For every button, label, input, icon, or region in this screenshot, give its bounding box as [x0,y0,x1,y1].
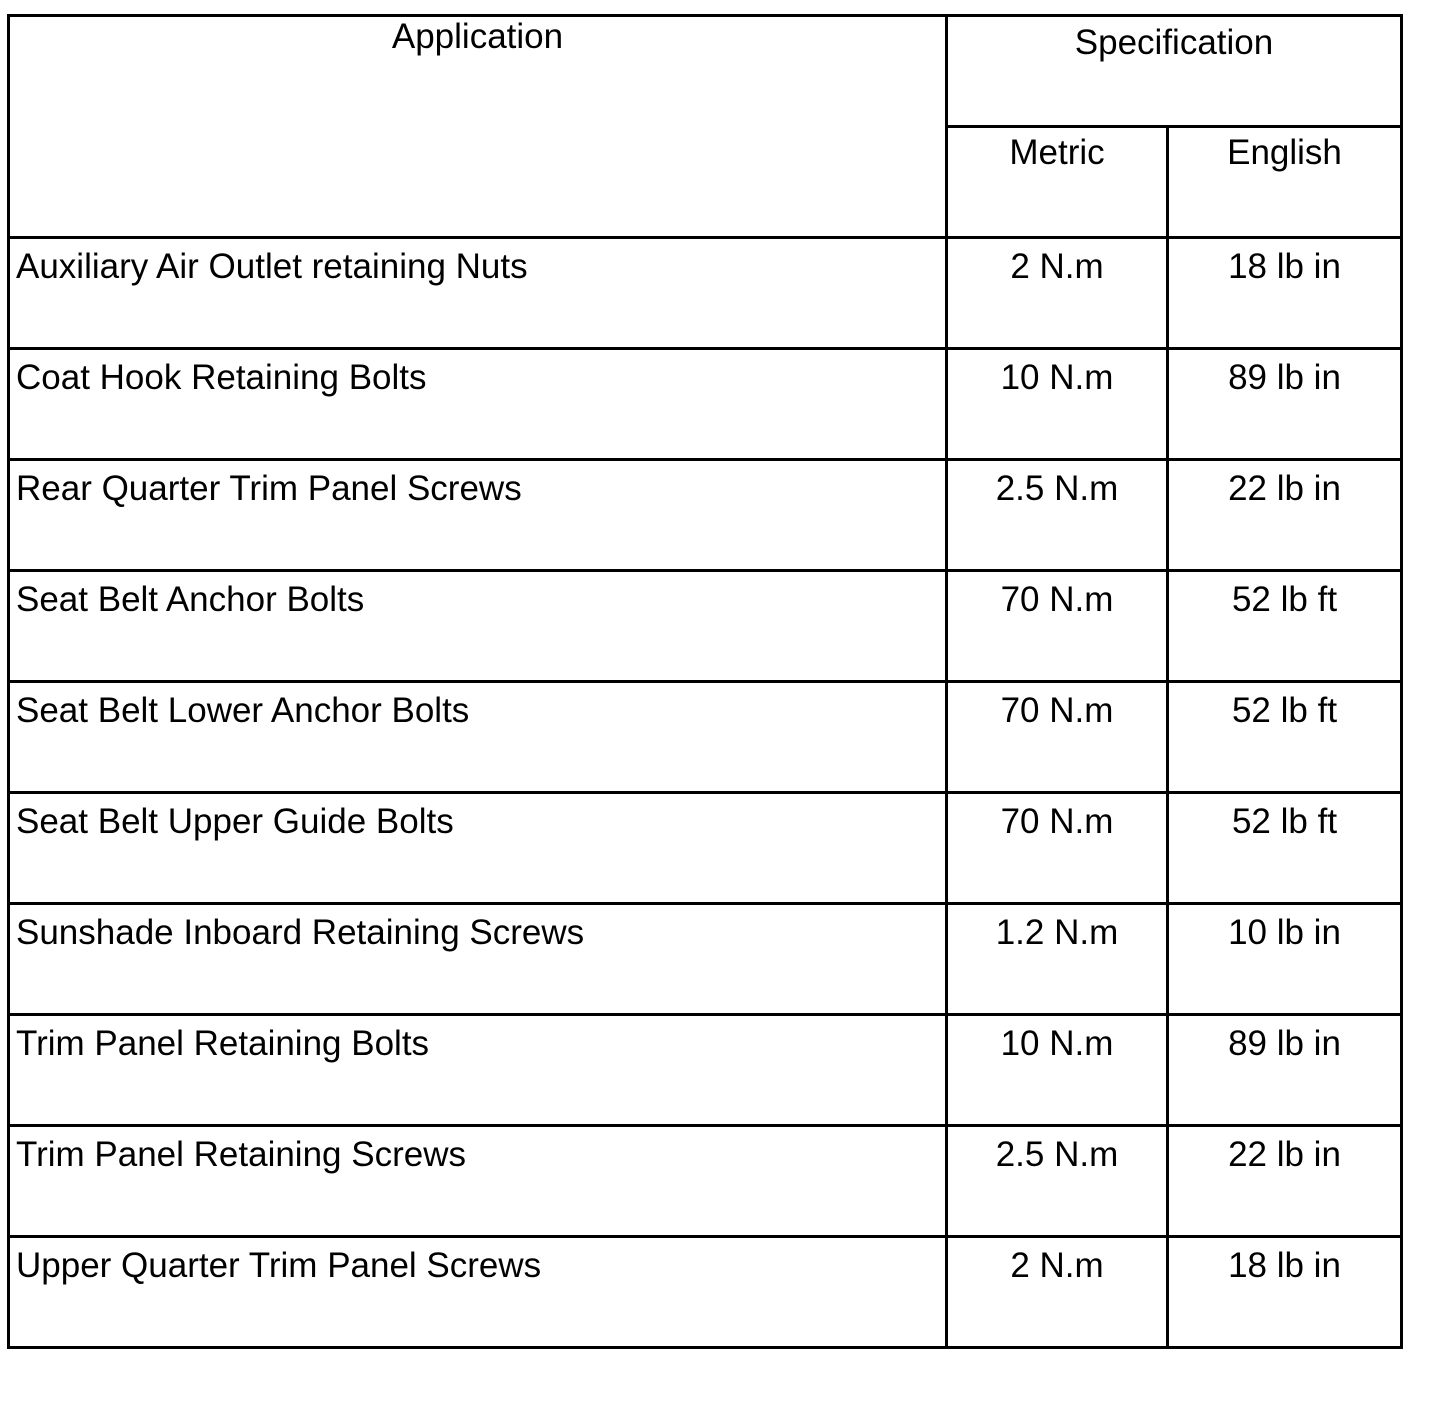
english-cell [1168,238,1402,349]
metric-value: 10 N.m [1000,358,1114,397]
english-cell [1168,1237,1402,1348]
specification-header-label: Specification [1074,23,1274,62]
table-row [9,238,1402,349]
metric-cell [947,1126,1168,1237]
table-row [9,1015,1402,1126]
english-cell [1168,682,1402,793]
metric-cell [947,793,1168,904]
metric-cell [947,904,1168,1015]
application-cell [9,349,947,460]
application-cell [9,682,947,793]
metric-value: 2 N.m [1010,1246,1104,1285]
metric-cell [947,349,1168,460]
english-header-label: English [1227,133,1342,172]
application-text: Auxiliary Air Outlet retaining Nuts [16,247,528,286]
english-cell [1168,904,1402,1015]
application-text: Coat Hook Retaining Bolts [16,358,427,397]
table-row [9,793,1402,904]
english-cell [1168,460,1402,571]
application-text: Rear Quarter Trim Panel Screws [16,469,522,508]
metric-value: 70 N.m [1000,580,1114,619]
english-value: 89 lb in [1228,358,1341,397]
table-row [9,571,1402,682]
torque-specification-table [7,14,1403,1349]
english-cell [1168,793,1402,904]
application-text: Seat Belt Upper Guide Bolts [16,802,454,841]
table-body [9,238,1402,1348]
application-cell [9,1015,947,1126]
application-text: Trim Panel Retaining Bolts [16,1024,430,1063]
metric-value: 2.5 N.m [995,1135,1119,1174]
application-cell [9,571,947,682]
application-cell [9,238,947,349]
english-cell [1168,1126,1402,1237]
application-cell [9,1126,947,1237]
english-value: 18 lb in [1228,247,1341,286]
english-cell [1168,571,1402,682]
application-text: Sunshade Inboard Retaining Screws [16,913,585,952]
specification-column-header [947,16,1402,127]
metric-value: 70 N.m [1000,691,1114,730]
table-row [9,682,1402,793]
english-value: 52 lb ft [1231,802,1338,841]
application-column-header [9,16,947,238]
english-value: 89 lb in [1228,1024,1341,1063]
application-text: Trim Panel Retaining Screws [16,1135,466,1174]
metric-cell [947,682,1168,793]
application-text: Seat Belt Anchor Bolts [16,580,365,619]
english-value: 52 lb ft [1231,691,1338,730]
application-cell [9,460,947,571]
english-value: 22 lb in [1228,469,1341,508]
table-row [9,1237,1402,1348]
metric-cell [947,460,1168,571]
table-row [9,904,1402,1015]
metric-cell [947,1015,1168,1126]
table-row [9,460,1402,571]
english-column-header [1168,127,1402,238]
header-row-top [9,16,1402,127]
metric-cell [947,1237,1168,1348]
metric-cell [947,571,1168,682]
metric-value: 2 N.m [1010,247,1104,286]
metric-value: 1.2 N.m [995,913,1119,952]
application-header-label: Application [391,17,564,56]
application-text: Seat Belt Lower Anchor Bolts [16,691,470,730]
application-cell [9,1237,947,1348]
english-value: 52 lb ft [1231,580,1338,619]
metric-value: 70 N.m [1000,802,1114,841]
english-value: 10 lb in [1228,913,1341,952]
metric-cell [947,238,1168,349]
english-cell [1168,349,1402,460]
table-row [9,1126,1402,1237]
application-text: Upper Quarter Trim Panel Screws [16,1246,542,1285]
application-cell [9,904,947,1015]
metric-header-label: Metric [1009,133,1105,172]
table-header [9,16,1402,238]
metric-value: 10 N.m [1000,1024,1114,1063]
english-value: 18 lb in [1228,1246,1341,1285]
english-cell [1168,1015,1402,1126]
application-cell [9,793,947,904]
metric-column-header [947,127,1168,238]
metric-value: 2.5 N.m [995,469,1119,508]
english-value: 22 lb in [1228,1135,1341,1174]
table-row [9,349,1402,460]
